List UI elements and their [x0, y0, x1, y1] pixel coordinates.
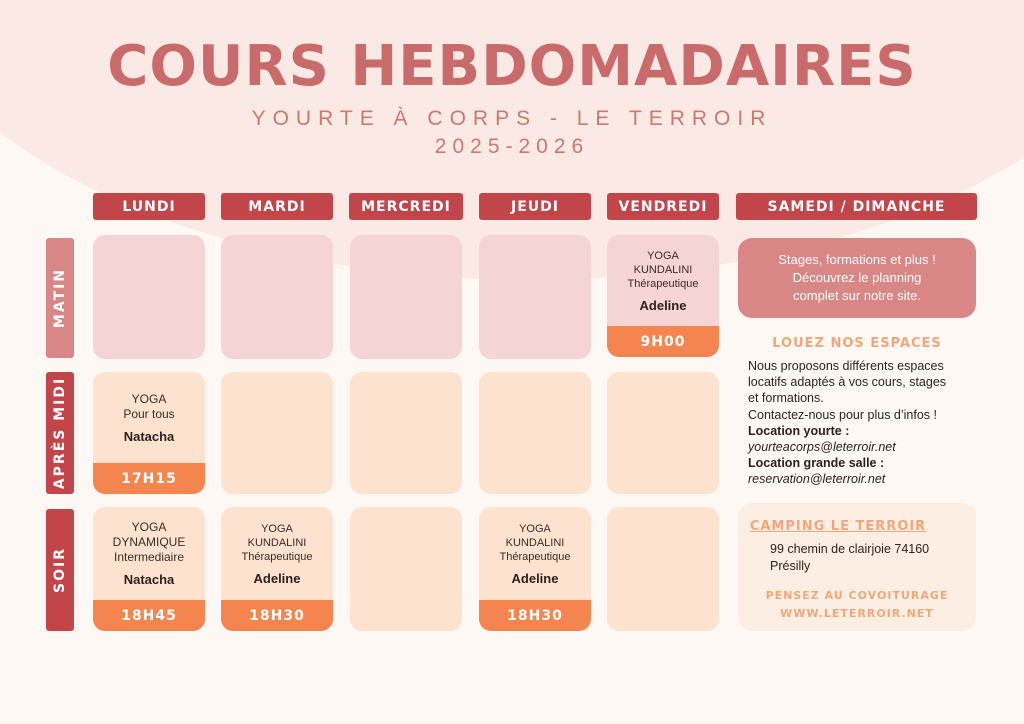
camping-title: CAMPING LE TERROIR — [749, 519, 927, 534]
class-teacher: Adeline — [639, 297, 687, 313]
class-teacher: Adeline — [253, 570, 301, 586]
slot-vendredi-matin — [607, 235, 719, 357]
slot-mardi-apres-midi — [221, 372, 333, 494]
slot-mercredi-apres-midi — [350, 372, 462, 494]
class-level: Thérapeutique — [499, 550, 571, 563]
class-level: Intermediaire — [113, 550, 185, 564]
address-line: 99 chemin de clairjoie 74160 — [770, 542, 930, 556]
class-name: YOGA — [131, 520, 167, 534]
class-time: 18H30 — [221, 600, 333, 631]
rent-description — [748, 358, 980, 488]
slot-jeudi-matin — [479, 235, 591, 359]
slot-jeudi-soir — [479, 507, 591, 631]
day-header-weekend: SAMEDI / DIMANCHE — [736, 193, 977, 220]
camping-box — [738, 503, 976, 631]
weekend-line: Stages, formations et plus ! — [778, 252, 936, 267]
day-header-vendredi: VENDREDI — [607, 193, 719, 220]
class-time: 9H00 — [607, 326, 719, 357]
class-name: YOGA — [519, 522, 551, 535]
class-name: YOGA — [261, 522, 293, 535]
weekend-line: Découvrez le planning — [792, 270, 922, 285]
class-time: 17H15 — [93, 463, 205, 494]
rent-text-line: Nous proposons différents espaces — [748, 359, 944, 373]
class-style: KUNDALINI — [247, 536, 307, 549]
period-label-soir: SOIR — [46, 509, 74, 631]
season-label: 2025-2026 — [434, 135, 590, 158]
camping-note — [738, 587, 976, 623]
class-teacher: Adeline — [511, 570, 559, 586]
weekend-line: complet sur notre site. — [793, 288, 921, 303]
carpool-note: PENSEZ AU COVOITURAGE — [765, 589, 949, 602]
class-name: YOGA — [647, 249, 679, 262]
slot-mardi-matin — [221, 235, 333, 359]
class-style: KUNDALINI — [505, 536, 565, 549]
camping-address — [770, 541, 970, 575]
period-label-apres-midi: APRÈS MIDI — [46, 372, 74, 494]
class-name: YOGA — [131, 391, 167, 406]
website-link[interactable]: WWW.LETERROIR.NET — [780, 607, 934, 620]
class-time: 18H30 — [479, 600, 591, 631]
period-label-matin: MATIN — [46, 238, 74, 358]
class-style: DYNAMIQUE — [112, 535, 186, 549]
day-header-lundi: LUNDI — [93, 193, 205, 220]
slot-jeudi-apres-midi — [479, 372, 591, 494]
salle-label: Location grande salle : — [748, 456, 885, 471]
slot-lundi-apres-midi — [93, 372, 205, 494]
day-header-mardi: MARDI — [221, 193, 333, 220]
class-style: Pour tous — [123, 406, 175, 421]
slot-vendredi-apres-midi — [607, 372, 719, 494]
class-teacher: Natacha — [123, 428, 175, 444]
class-level: Thérapeutique — [627, 277, 699, 290]
day-header-jeudi: JEUDI — [479, 193, 591, 220]
class-style: KUNDALINI — [633, 263, 693, 276]
rent-title: LOUEZ NOS ESPACES — [772, 336, 942, 351]
slot-lundi-matin — [93, 235, 205, 359]
address-city: Présilly — [770, 559, 811, 573]
salle-email-link[interactable]: reservation@leterroir.net — [748, 472, 886, 487]
page-subtitle: YOURTE À CORPS - LE TERROIR — [251, 107, 773, 130]
yourte-email-link[interactable]: yourteacorps@leterroir.net — [748, 440, 896, 455]
yourte-label: Location yourte : — [748, 423, 850, 438]
page-title: COURS HEBDOMADAIRES — [107, 34, 917, 99]
class-teacher: Natacha — [123, 572, 175, 587]
weekend-info-box — [738, 238, 976, 318]
class-time: 18H45 — [93, 600, 205, 631]
class-level: Thérapeutique — [241, 550, 313, 563]
slot-mardi-soir — [221, 507, 333, 631]
slot-lundi-soir — [93, 507, 205, 631]
rent-text-line: locatifs adaptés à vos cours, stages — [748, 375, 947, 390]
slot-vendredi-soir — [607, 507, 719, 631]
slot-mercredi-soir — [350, 507, 462, 631]
rent-text-line: Contactez-nous pour plus d’infos ! — [748, 407, 937, 422]
rent-text-line: et formations. — [748, 391, 824, 406]
slot-mercredi-matin — [350, 235, 462, 359]
day-header-mercredi: MERCREDI — [349, 193, 463, 220]
